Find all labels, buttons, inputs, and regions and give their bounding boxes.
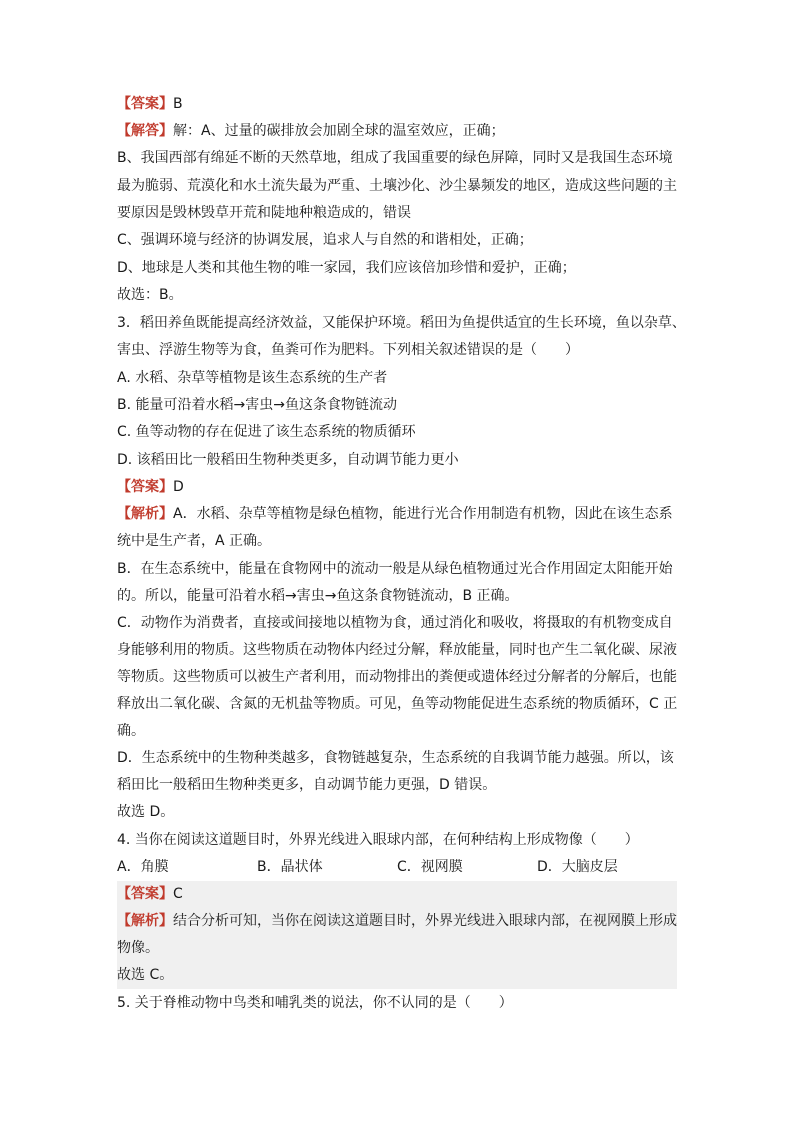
analysis-line: 物像。 (117, 935, 677, 962)
analysis-line (117, 908, 677, 935)
answer-line (117, 474, 677, 501)
analysis-line (117, 501, 677, 528)
analysis-line (117, 118, 677, 145)
analysis-text: A．水稻、杂草等植物是绿色植物，能进行光合作用制造有机物，因此在该生态系 (173, 506, 673, 522)
analysis-line: 身能够利用的物质。这些物质在动物体内经过分解，释放能量，同时也产生二氧化碳、尿液 (117, 642, 677, 658)
question-4-option-b: B．晶状体 (257, 859, 323, 875)
conclusion-line: 故选 D。 (117, 804, 175, 820)
answer-tag: 【答案】 (117, 886, 173, 902)
analysis-tag: 【解析】 (117, 913, 173, 929)
question-4-options (117, 854, 677, 881)
answer-line (117, 881, 677, 908)
conclusion-line: 故选 C。 (117, 962, 677, 989)
question-4-option-a: A．角膜 (117, 859, 169, 875)
question-3-stem: 害虫、浮游生物等为食，鱼粪可作为肥料。下列相关叙述错误的是（ ） (117, 342, 579, 358)
analysis-line: 统中是生产者，A 正确。 (117, 533, 272, 549)
analysis-tag: 【解析】 (117, 506, 173, 522)
answer-value: D (173, 479, 184, 495)
analysis-line: 的。所以，能量可沿着水稻→害虫→鱼这条食物链流动，B 正确。 (117, 588, 519, 604)
question-3-stem: 3．稻田养鱼既能提高经济效益，又能保护环境。稻田为鱼提供适宜的生长环境，鱼以杂草、 (117, 315, 686, 331)
question-3-option-a: A. 水稻、杂草等植物是该生态系统的生产者 (117, 370, 388, 386)
question-3-option-b: B. 能量可沿着水稻→害虫→鱼这条食物链流动 (117, 397, 397, 413)
analysis-line: B、我国西部有绵延不断的天然草地，组成了我国重要的绿色屏障，同时又是我国生态环境 (117, 150, 673, 166)
answer-value: B (173, 96, 183, 112)
analysis-line: D．生态系统中的生物种类越多，食物链越复杂，生态系统的自我调节能力越强。所以，该 (117, 750, 674, 766)
analysis-tag: 【解答】 (117, 123, 173, 139)
question-4-stem: 4. 当你在阅读这道题目时，外界光线进入眼球内部，在何种结构上形成物像（ ） (117, 832, 639, 848)
analysis-line: B．在生态系统中，能量在食物网中的流动一般是从绿色植物通过光合作用固定太阳能开始 (117, 561, 673, 577)
analysis-line: C、强调环境与经济的协调发展，追求人与自然的和谐相处，正确； (117, 232, 533, 248)
answer-line (117, 91, 677, 118)
analysis-line: 等物质。这些物质可以被生产者利用，而动物排出的粪便或遗体经过分解者的分解后，也能 (117, 669, 677, 685)
answer-tag: 【答案】 (117, 96, 173, 112)
answer-tag: 【答案】 (117, 479, 173, 495)
analysis-line: 确。 (117, 723, 145, 739)
question-4-option-d: D．大脑皮层 (537, 859, 618, 875)
question-3-option-c: C. 鱼等动物的存在促进了该生态系统的物质循环 (117, 424, 416, 440)
analysis-text: 结合分析可知，当你在阅读这道题目时，外界光线进入眼球内部，在视网膜上形成 (173, 913, 677, 929)
question-3-option-d: D. 该稻田比一般稻田生物种类更多，自动调节能力更小 (117, 452, 459, 468)
analysis-line: 释放出二氧化碳、含氮的无机盐等物质。可见，鱼等动物能促进生态系统的物质循环，C 正 (117, 696, 678, 712)
question-4-option-c: C．视网膜 (397, 859, 463, 875)
answer-value: C (173, 886, 183, 902)
analysis-line: 稻田比一般稻田生物种类更多，自动调节能力更强，D 错误。 (117, 777, 497, 793)
analysis-text: 解：A、过量的碳排放会加剧全球的温室效应，正确； (173, 123, 505, 139)
conclusion-line: 故选：B。 (117, 287, 183, 303)
analysis-line: D、地球是人类和其他生物的唯一家园，我们应该倍加珍惜和爱护，正确； (117, 260, 576, 276)
analysis-line: C．动物作为消费者，直接或间接地以植物为食，通过消化和吸收，将摄取的有机物变成自 (117, 615, 673, 631)
analysis-line: 要原因是毁林毁草开荒和陡地种粮造成的，错误 (117, 205, 411, 221)
analysis-line: 最为脆弱、荒漠化和水土流失最为严重、土壤沙化、沙尘暴频发的地区，造成这些问题的主 (117, 178, 677, 194)
question-5-stem: 5. 关于脊椎动物中鸟类和哺乳类的说法，你不认同的是（ ） (117, 995, 513, 1011)
